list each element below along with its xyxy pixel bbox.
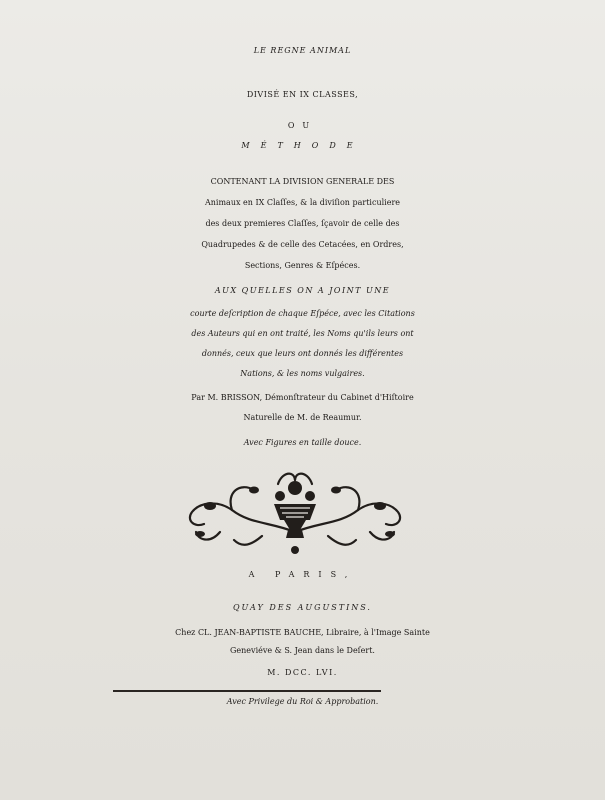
imprint-quay: QUAY DES AUGUSTINS. — [233, 603, 372, 612]
imprint-year: M. DCC. LVI. — [267, 668, 338, 677]
title-conjunction: OU — [287, 121, 318, 130]
title-methode: MÉTHODE — [241, 141, 364, 150]
imprint-city: A PARIS, — [248, 570, 357, 579]
description-line-1: CONTENANT LA DIVISION GENERALE DES — [210, 177, 395, 186]
publisher-line-1: Chez CL. JEAN-BAPTISTE BAUCHE, Libraire, à l'Image Sainte — [175, 628, 430, 637]
description-line-2: Animaux en IX Claſſes, & la diviſion particuliere — [204, 198, 401, 207]
author-line-2: Naturelle de M. de Reaumur. — [243, 413, 362, 422]
figures-note: Avec Figures en taille douce. — [243, 438, 362, 447]
supplement-line-2: des Auteurs qui en ont traité, les Noms qu'ils leurs ont — [191, 329, 414, 338]
supplement-line-1: courte deſcription de chaque Eſpéce, avec les Citations — [190, 309, 415, 318]
author-line-1: Par M. BRISSON, Démonſtrateur du Cabinet d'Hiſtoire — [191, 393, 414, 402]
description-line-5: Sections, Genres & Eſpéces. — [244, 261, 361, 270]
supplement-line-3: donnés, ceux que leurs ont donnés les différentes — [201, 349, 404, 358]
privilege-line: Avec Privilege du Roi & Approbation. — [226, 697, 379, 706]
floral-basket-ornament-icon — [170, 462, 420, 562]
publisher-line-2: Geneviéve & S. Jean dans le Deſert. — [230, 646, 375, 655]
imprint-rule — [113, 690, 381, 692]
title-line-1: LE REGNE ANIMAL — [253, 46, 352, 55]
supplement-line-4: Nations, & les noms vulgaires. — [240, 369, 365, 378]
description-line-3: des deux premieres Claſſes, ſçavoir de celle des — [205, 219, 400, 228]
description-line-4: Quadrupedes & de celle des Cetacées, en Ordres, — [201, 240, 404, 249]
supplement-heading: AUX QUELLES ON A JOINT UNE — [214, 286, 391, 295]
title-line-2: DIVISÉ EN IX CLASSES, — [246, 90, 359, 99]
